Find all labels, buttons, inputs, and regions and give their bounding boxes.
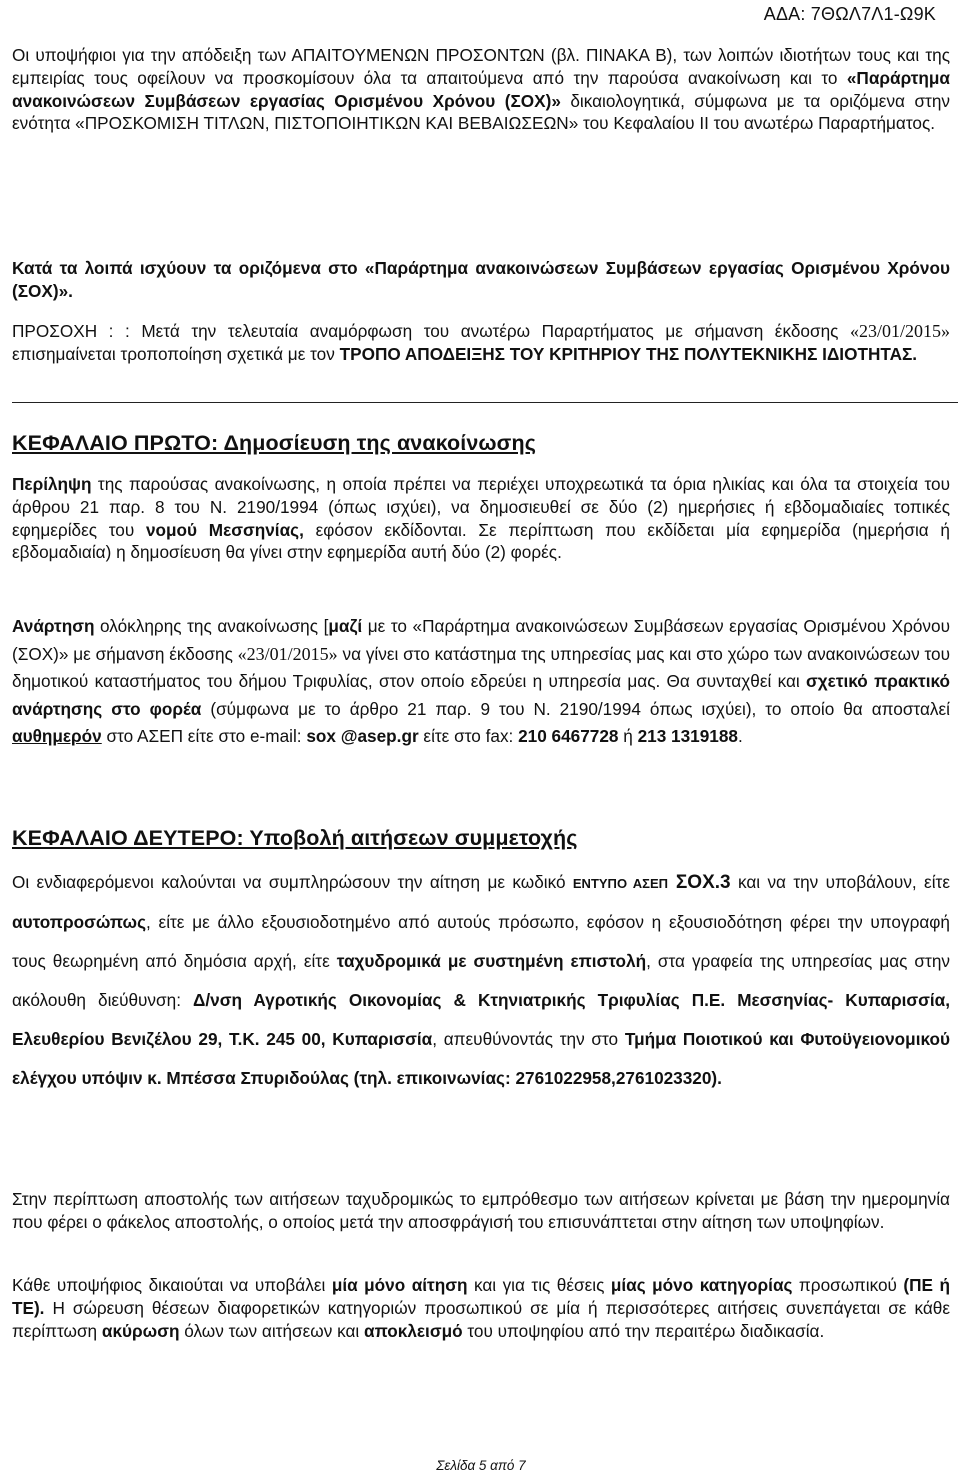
intro-appendix-ref: «Παράρτημα ανακοινώσεων Συμβάσεων εργασίας Ορισμένου Χρόνου (ΣΟΧ)» [12, 67, 950, 111]
single-text-a: Κάθε υποψήφιος δικαιούται να υποβάλει [12, 1275, 332, 1295]
apply-text-h: , απευθύνοντάς την στο [432, 1029, 625, 1049]
single-one-application: μία μόνο αίτηση [331, 1275, 468, 1295]
posting-text-j: ή [618, 726, 638, 747]
page-number: Σελίδα 5 από 7 [436, 1458, 526, 1473]
apply-in-person: αυτοπροσώπως [12, 912, 147, 932]
posting-text-i: είτε στο fax: [418, 726, 519, 747]
single-cancellation: ακύρωση [101, 1320, 180, 1341]
mail-paragraph: Στην περίπτωση αποστολής των αιτήσεων ταχυδρομικώς το εμπρόθεσμο των αιτήσεων κρίνεται με βάση την ημερομηνία που φέρει ο φάκελος αποστολής, ο οποίος μετά την αποσφράγισή του επισυνάπτεται στην αίτηση των υποψηφίων. [12, 1189, 950, 1232]
single-text-k: του υποψηφίου από την περαιτέρω διαδικασία. [462, 1320, 825, 1341]
apply-registered-mail: ταχυδρομικά με συστημένη επιστολή [336, 951, 647, 971]
apply-text-a: Οι ενδιαφερόμενοι καλούνται να συμπληρώσουν την αίτηση με κωδικό [12, 872, 573, 892]
single-application-paragraph [12, 1274, 950, 1342]
posting-lead: Ανάρτηση [12, 616, 95, 636]
chapter1-title: ΚΕΦΑΛΑΙΟ ΠΡΩΤΟ: Δημοσίευση της ανακοίνωσης [12, 431, 536, 455]
apply-form-code: ΣΟΧ.3 [668, 872, 731, 893]
rest-note-paragraph [12, 257, 950, 303]
apply-address: Δ/νση Αγροτικής Οικονομίας & Κτηνιατρικής Τριφυλίας Π.Ε. Μεσσηνίας- Κυπαρισσία, Ελευθερίου Βενιζέλου 29, Τ.Κ. 245 00, Κυπαρισσία [12, 990, 951, 1049]
posting-same-day: αυθημερόν [12, 726, 102, 747]
summary-lead: Περίληψη [12, 474, 92, 494]
apply-form-label: ΕΝΤΥΠΟ ΑΣΕΠ [572, 876, 669, 891]
intro-text-a: Οι υποψήφιοι για την απόδειξη των ΑΠΑΙΤΟΥΜΕΝΩΝ ΠΡΟΣΟΝΤΩΝ (βλ. ΠΙΝΑΚΑ Β), των λοιπών ιδιοτήτων τους και της εμπειρίας τους οφείλουν να προσκομίσουν όλα τα απαιτούμενα από την παρούσα ανακοίνωση και το [12, 45, 950, 88]
posting-together: μαζί [328, 616, 363, 636]
attention-paragraph [12, 320, 950, 366]
attention-text-b: επισημαίνεται τροποποίηση σχετικά με τον [12, 343, 340, 364]
single-text-c: και για τις θέσεις [467, 1275, 611, 1295]
apply-contact: Τμήμα Ποιοτικού και Φυτοϋγειονομικού ελέγχου υπόψιν κ. Μπέσσα Σπυριδούλας (τηλ. επικοινωνίας: 2761022958,2761023320). [12, 1029, 950, 1088]
single-text-i: όλων των αιτήσεων και [179, 1320, 364, 1341]
posting-text-k: . [737, 726, 743, 747]
posting-text-d: να γίνει στο κατάστημα της υπηρεσίας μας και στο χώρο των ανακοινώσεων του δημοτικού καταστήματος του δήμου Τριφυλίας, στον οποίο εδρεύει η υπηρεσία μας. Θα συνταχθεί και [12, 643, 950, 692]
single-one-category: μίας μόνο κατηγορίας [610, 1275, 793, 1295]
posting-text-f: (σύμφωνα με το άρθρο 21 παρ. 9 του Ν. 2190/1994 όπως ισχύει), το οποίο θα αποσταλεί [201, 698, 950, 719]
apply-text-d: , είτε με άλλο εξουσιοδοτημένο από αυτούς πρόσωπο, εφόσον η εξουσιοδότηση φέρει την υπογραφή τους θεωρημένη από δημόσια αρχή, είτε [12, 912, 950, 971]
apply-text-f: , στα γραφεία της υπηρεσίας μας στην ακόλουθη διεύθυνση: [12, 951, 950, 1010]
posting-email[interactable]: sox @asep.gr [306, 726, 419, 747]
single-text-g: Η σώρευση θέσεων διαφορετικών κατηγοριών προσωπικού σε μία ή περισσότερες αιτήσεις συνεπάγεται σε κάθε περίπτωση [12, 1297, 950, 1341]
summary-text-c: εφόσον εκδίδονται. Σε περίπτωση που εκδίδεται μία εφημερίδα (ημερήσια ή εβδομαδιαία) η δημοσίευση θα γίνει στην εφημερίδα αυτή δύο (2) φορές. [12, 519, 950, 563]
posting-text-a: ολόκληρης της ανακοίνωσης [ [94, 616, 329, 636]
rest-note-text: Κατά τα λοιπά ισχύουν τα οριζόμενα στο «Παράρτημα ανακοινώσεων Συμβάσεων εργασίας Ορισμένου Χρόνου (ΣΟΧ)». [12, 258, 950, 301]
posting-paragraph [12, 613, 950, 751]
single-categories: (ΠΕ ή ΤΕ). [12, 1275, 951, 1318]
summary-paragraph [12, 473, 950, 564]
single-text-e: προσωπικού [792, 1275, 904, 1295]
chapter2-title: ΚΕΦΑΛΑΙΟ ΔΕΥΤΕΡΟ: Υποβολή αιτήσεων συμμετοχής [12, 826, 578, 850]
intro-text-c: δικαιολογητικά, σύμφωνα με τα οριζόμενα στην ενότητα «ΠΡΟΣΚΟΜΙΣΗ ΤΙΤΛΩΝ, ΠΙΣΤΟΠΟΙΗΤΙΚΩΝ ΚΑΙ ΒΕΒΑΙΩΣΕΩΝ» του Κεφαλαίου ΙΙ του ανωτέρω Παραρτήματος. [12, 90, 950, 134]
attention-date: «23/01/2015» [849, 321, 950, 341]
attention-text-a: ΠΡΟΣΟΧΗ : : Μετά την τελευταία αναμόρφωση του ανωτέρω Παραρτήματος με σήμανση έκδοσης [12, 321, 850, 341]
attention-emphasis: ΤΡΟΠΟ ΑΠΟΔΕΙΞΗΣ ΤΟΥ ΚΡΙΤΗΡΙΟΥ ΤΗΣ ΠΟΛΥΤΕΚΝΙΚΗΣ ΙΔΙΟΤΗΤΑΣ. [339, 343, 918, 364]
divider-line [12, 402, 958, 403]
summary-region: νομού Μεσσηνίας, [145, 519, 304, 540]
summary-text-a: της παρούσας ανακοίνωσης, η οποία πρέπει να περιέχει υποχρεωτικά τα όρια ηλικίας και όλα τα στοιχεία του άρθρου 21 παρ. 8 του Ν. 2190/1994 (όπως ισχύει), να δημοσιευθεί σε δύο (2) ημερήσιες ή εβδομαδιαίες τοπικές εφημερίδες του [12, 474, 950, 540]
posting-date: «23/01/2015» [237, 643, 338, 664]
posting-fax-2: 213 1319188 [637, 726, 738, 747]
single-exclusion: αποκλεισμό [364, 1320, 463, 1341]
intro-paragraph [12, 44, 950, 135]
apply-paragraph [12, 863, 950, 1098]
document-page [12, 0, 950, 1477]
apply-text-b: και να την υποβάλουν, είτε [730, 872, 950, 892]
posting-record: σχετικό πρακτικό ανάρτησης στο φορέα [12, 671, 950, 719]
posting-text-h: στο ΑΣΕΠ είτε στο e-mail: [101, 726, 307, 747]
posting-text-c: με το «Παράρτημα ανακοινώσεων Συμβάσεων εργασίας Ορισμένου Χρόνου (ΣΟΧ)» με σήμανση έκδοσης [12, 616, 950, 664]
ada-code: ΑΔΑ: 7ΘΩΛ7Λ1-Ω9Κ [763, 4, 936, 24]
posting-fax-1: 210 6467728 [518, 726, 619, 747]
